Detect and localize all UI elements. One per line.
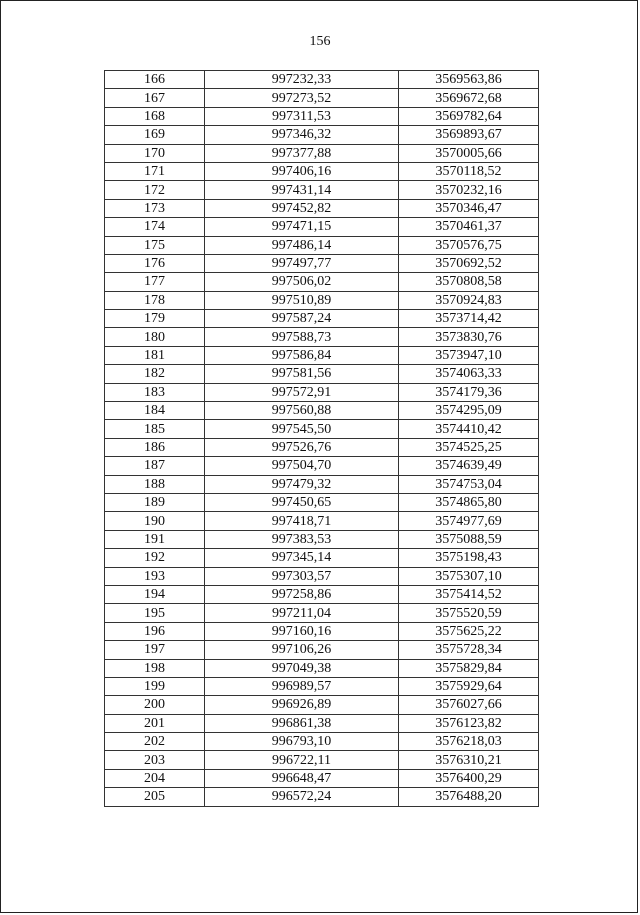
point-number-cell: 203 [105, 751, 205, 769]
table-row [105, 549, 539, 567]
table-row [105, 714, 539, 732]
x-coordinate-cell: 997526,76 [205, 438, 399, 456]
y-coordinate-cell: 3576310,21 [399, 751, 539, 769]
table-row [105, 604, 539, 622]
point-number-cell: 176 [105, 254, 205, 272]
x-coordinate-cell: 997273,52 [205, 89, 399, 107]
x-coordinate-cell: 997383,53 [205, 530, 399, 548]
table-row [105, 659, 539, 677]
point-number-cell: 202 [105, 733, 205, 751]
y-coordinate-cell: 3576218,03 [399, 733, 539, 751]
x-coordinate-cell: 997345,14 [205, 549, 399, 567]
x-coordinate-cell: 997587,24 [205, 310, 399, 328]
y-coordinate-cell: 3574179,36 [399, 383, 539, 401]
table-row [105, 512, 539, 530]
point-number-cell: 181 [105, 346, 205, 364]
x-coordinate-cell: 997303,57 [205, 567, 399, 585]
point-number-cell: 167 [105, 89, 205, 107]
point-number-cell: 174 [105, 218, 205, 236]
y-coordinate-cell: 3570692,52 [399, 254, 539, 272]
point-number-cell: 180 [105, 328, 205, 346]
point-number-cell: 175 [105, 236, 205, 254]
point-number-cell: 196 [105, 622, 205, 640]
x-coordinate-cell: 996648,47 [205, 769, 399, 787]
y-coordinate-cell: 3573714,42 [399, 310, 539, 328]
table-row [105, 346, 539, 364]
y-coordinate-cell: 3574063,33 [399, 365, 539, 383]
y-coordinate-cell: 3574977,69 [399, 512, 539, 530]
y-coordinate-cell: 3574410,42 [399, 420, 539, 438]
point-number-cell: 190 [105, 512, 205, 530]
table-row [105, 788, 539, 806]
y-coordinate-cell: 3569893,67 [399, 126, 539, 144]
point-number-cell: 189 [105, 493, 205, 511]
table-row [105, 236, 539, 254]
point-number-cell: 166 [105, 71, 205, 89]
x-coordinate-cell: 997211,04 [205, 604, 399, 622]
table-row [105, 383, 539, 401]
x-coordinate-cell: 997377,88 [205, 144, 399, 162]
x-coordinate-cell: 996793,10 [205, 733, 399, 751]
x-coordinate-cell: 997504,70 [205, 457, 399, 475]
point-number-cell: 183 [105, 383, 205, 401]
x-coordinate-cell: 997486,14 [205, 236, 399, 254]
x-coordinate-cell: 996722,11 [205, 751, 399, 769]
table-row [105, 365, 539, 383]
y-coordinate-cell: 3570924,83 [399, 291, 539, 309]
point-number-cell: 205 [105, 788, 205, 806]
y-coordinate-cell: 3573830,76 [399, 328, 539, 346]
y-coordinate-cell: 3575414,52 [399, 585, 539, 603]
x-coordinate-cell: 996926,89 [205, 696, 399, 714]
y-coordinate-cell: 3574639,49 [399, 457, 539, 475]
table-body [105, 71, 539, 807]
point-number-cell: 184 [105, 402, 205, 420]
x-coordinate-cell: 997588,73 [205, 328, 399, 346]
table-row [105, 328, 539, 346]
y-coordinate-cell: 3570232,16 [399, 181, 539, 199]
x-coordinate-cell: 997479,32 [205, 475, 399, 493]
y-coordinate-cell: 3570346,47 [399, 199, 539, 217]
y-coordinate-cell: 3575307,10 [399, 567, 539, 585]
y-coordinate-cell: 3570005,66 [399, 144, 539, 162]
point-number-cell: 170 [105, 144, 205, 162]
y-coordinate-cell: 3570118,52 [399, 162, 539, 180]
x-coordinate-cell: 997545,50 [205, 420, 399, 438]
table-row [105, 162, 539, 180]
point-number-cell: 185 [105, 420, 205, 438]
x-coordinate-cell: 997572,91 [205, 383, 399, 401]
y-coordinate-cell: 3574525,25 [399, 438, 539, 456]
y-coordinate-cell: 3569672,68 [399, 89, 539, 107]
y-coordinate-cell: 3574295,09 [399, 402, 539, 420]
y-coordinate-cell: 3570576,75 [399, 236, 539, 254]
point-number-cell: 197 [105, 641, 205, 659]
x-coordinate-cell: 997258,86 [205, 585, 399, 603]
y-coordinate-cell: 3569563,86 [399, 71, 539, 89]
point-number-cell: 172 [105, 181, 205, 199]
x-coordinate-cell: 997452,82 [205, 199, 399, 217]
y-coordinate-cell: 3576123,82 [399, 714, 539, 732]
x-coordinate-cell: 996861,38 [205, 714, 399, 732]
x-coordinate-cell: 997450,65 [205, 493, 399, 511]
x-coordinate-cell: 997106,26 [205, 641, 399, 659]
x-coordinate-cell: 997497,77 [205, 254, 399, 272]
point-number-cell: 171 [105, 162, 205, 180]
table-row [105, 493, 539, 511]
table-row [105, 402, 539, 420]
y-coordinate-cell: 3576027,66 [399, 696, 539, 714]
y-coordinate-cell: 3570461,37 [399, 218, 539, 236]
point-number-cell: 188 [105, 475, 205, 493]
point-number-cell: 182 [105, 365, 205, 383]
x-coordinate-cell: 997346,32 [205, 126, 399, 144]
point-number-cell: 173 [105, 199, 205, 217]
point-number-cell: 187 [105, 457, 205, 475]
y-coordinate-cell: 3573947,10 [399, 346, 539, 364]
y-coordinate-cell: 3575625,22 [399, 622, 539, 640]
x-coordinate-cell: 997581,56 [205, 365, 399, 383]
point-number-cell: 178 [105, 291, 205, 309]
coordinates-table [104, 70, 539, 807]
page-number: 156 [309, 34, 331, 49]
y-coordinate-cell: 3575929,64 [399, 677, 539, 695]
table-row [105, 567, 539, 585]
point-number-cell: 177 [105, 273, 205, 291]
x-coordinate-cell: 997418,71 [205, 512, 399, 530]
x-coordinate-cell: 997560,88 [205, 402, 399, 420]
y-coordinate-cell: 3575198,43 [399, 549, 539, 567]
point-number-cell: 198 [105, 659, 205, 677]
y-coordinate-cell: 3576488,20 [399, 788, 539, 806]
y-coordinate-cell: 3575088,59 [399, 530, 539, 548]
y-coordinate-cell: 3575728,34 [399, 641, 539, 659]
point-number-cell: 186 [105, 438, 205, 456]
point-number-cell: 179 [105, 310, 205, 328]
table-row [105, 107, 539, 125]
x-coordinate-cell: 997406,16 [205, 162, 399, 180]
x-coordinate-cell: 997160,16 [205, 622, 399, 640]
table-row [105, 438, 539, 456]
y-coordinate-cell: 3574753,04 [399, 475, 539, 493]
table-row [105, 475, 539, 493]
y-coordinate-cell: 3575829,84 [399, 659, 539, 677]
point-number-cell: 193 [105, 567, 205, 585]
x-coordinate-cell: 997506,02 [205, 273, 399, 291]
table-row [105, 199, 539, 217]
table-row [105, 769, 539, 787]
y-coordinate-cell: 3569782,64 [399, 107, 539, 125]
table-row [105, 218, 539, 236]
point-number-cell: 195 [105, 604, 205, 622]
table-row [105, 622, 539, 640]
y-coordinate-cell: 3576400,29 [399, 769, 539, 787]
table-row [105, 71, 539, 89]
point-number-cell: 192 [105, 549, 205, 567]
point-number-cell: 199 [105, 677, 205, 695]
point-number-cell: 168 [105, 107, 205, 125]
table-row [105, 144, 539, 162]
table-row [105, 530, 539, 548]
table-row [105, 89, 539, 107]
point-number-cell: 204 [105, 769, 205, 787]
table-row [105, 733, 539, 751]
table-row [105, 310, 539, 328]
x-coordinate-cell: 997471,15 [205, 218, 399, 236]
table-row [105, 641, 539, 659]
y-coordinate-cell: 3575520,59 [399, 604, 539, 622]
table-row [105, 181, 539, 199]
x-coordinate-cell: 997431,14 [205, 181, 399, 199]
table-row [105, 457, 539, 475]
x-coordinate-cell: 997586,84 [205, 346, 399, 364]
x-coordinate-cell: 997510,89 [205, 291, 399, 309]
table-row [105, 585, 539, 603]
table-row [105, 751, 539, 769]
x-coordinate-cell: 997232,33 [205, 71, 399, 89]
point-number-cell: 194 [105, 585, 205, 603]
y-coordinate-cell: 3570808,58 [399, 273, 539, 291]
y-coordinate-cell: 3574865,80 [399, 493, 539, 511]
table-row [105, 677, 539, 695]
table-row [105, 291, 539, 309]
table-row [105, 273, 539, 291]
point-number-cell: 200 [105, 696, 205, 714]
table-row [105, 126, 539, 144]
point-number-cell: 169 [105, 126, 205, 144]
table-row [105, 696, 539, 714]
point-number-cell: 201 [105, 714, 205, 732]
x-coordinate-cell: 996572,24 [205, 788, 399, 806]
x-coordinate-cell: 997049,38 [205, 659, 399, 677]
table-row [105, 254, 539, 272]
x-coordinate-cell: 997311,53 [205, 107, 399, 125]
x-coordinate-cell: 996989,57 [205, 677, 399, 695]
table-row [105, 420, 539, 438]
point-number-cell: 191 [105, 530, 205, 548]
